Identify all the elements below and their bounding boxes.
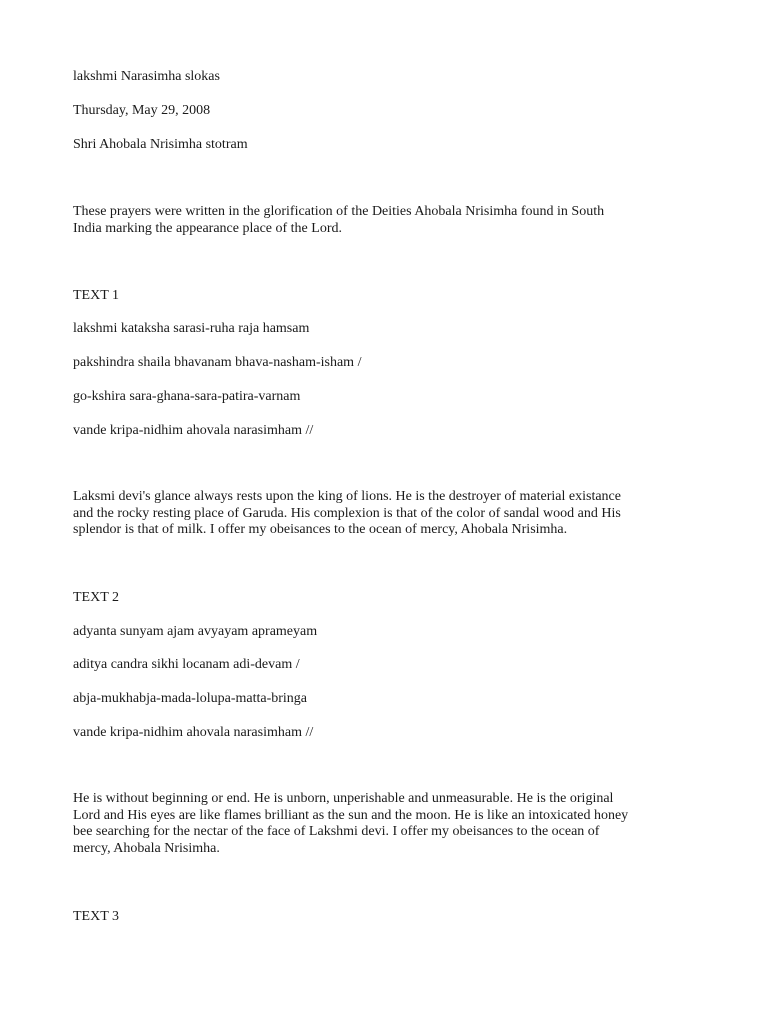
translation-line: Laksmi devi's glance always rests upon the king of lions. He is the destroyer of material existance (73, 489, 621, 504)
post-title: Shri Ahobala Nrisimha stotram (73, 137, 248, 152)
translation-line: He is without beginning or end. He is unborn, unperishable and unmeasurable. He is the original (73, 791, 614, 806)
intro-line: These prayers were written in the glorification of the Deities Ahobala Nrisimha found in South (73, 204, 605, 219)
text-2-verse-1: adyanta sunyam ajam avyayam aprameyam (73, 624, 318, 639)
intro-line: India marking the appearance place of the Lord. (73, 220, 342, 236)
text-2-heading: TEXT 2 (73, 590, 120, 605)
text-2-verse-3: abja-mukhabja-mada-lolupa-matta-bringa (73, 691, 308, 706)
translation-line: mercy, Ahobala Nrisimha. (73, 840, 220, 856)
text-1-verse-3: go-kshira sara-ghana-sara-patira-varnam (73, 389, 301, 404)
text-1-verse-1: lakshmi kataksha sarasi-ruha raja hamsam (73, 321, 310, 336)
text-3-heading: TEXT 3 (73, 909, 120, 924)
post-date: Thursday, May 29, 2008 (73, 103, 211, 118)
translation-line: bee searching for the nectar of the face of Lakshmi devi. I offer my obeisances to the ocean of (73, 824, 600, 839)
text-1-translation (73, 489, 693, 539)
blog-title: lakshmi Narasimha slokas (73, 69, 220, 84)
text-2-verse-2: aditya candra sikhi locanam adi-devam / (73, 657, 300, 672)
translation-line: and the rocky resting place of Garuda. His complexion is that of the color of sandal wood and His (73, 505, 621, 521)
translation-line: splendor is that of milk. I offer my obeisances to the ocean of mercy, Ahobala Nrisimha. (73, 522, 568, 537)
text-1-verse-2: pakshindra shaila bhavanam bhava-nasham-isham / (73, 355, 362, 370)
text-2-verse-4: vande kripa-nidhim ahovala narasimham // (73, 725, 314, 740)
text-1-verse-4: vande kripa-nidhim ahovala narasimham // (73, 423, 314, 438)
intro-paragraph (73, 204, 693, 237)
text-2-translation (73, 791, 693, 857)
translation-line: Lord and His eyes are like flames brilliant as the sun and the moon. He is like an intoxicated honey (73, 807, 629, 823)
text-1-heading: TEXT 1 (73, 288, 120, 303)
